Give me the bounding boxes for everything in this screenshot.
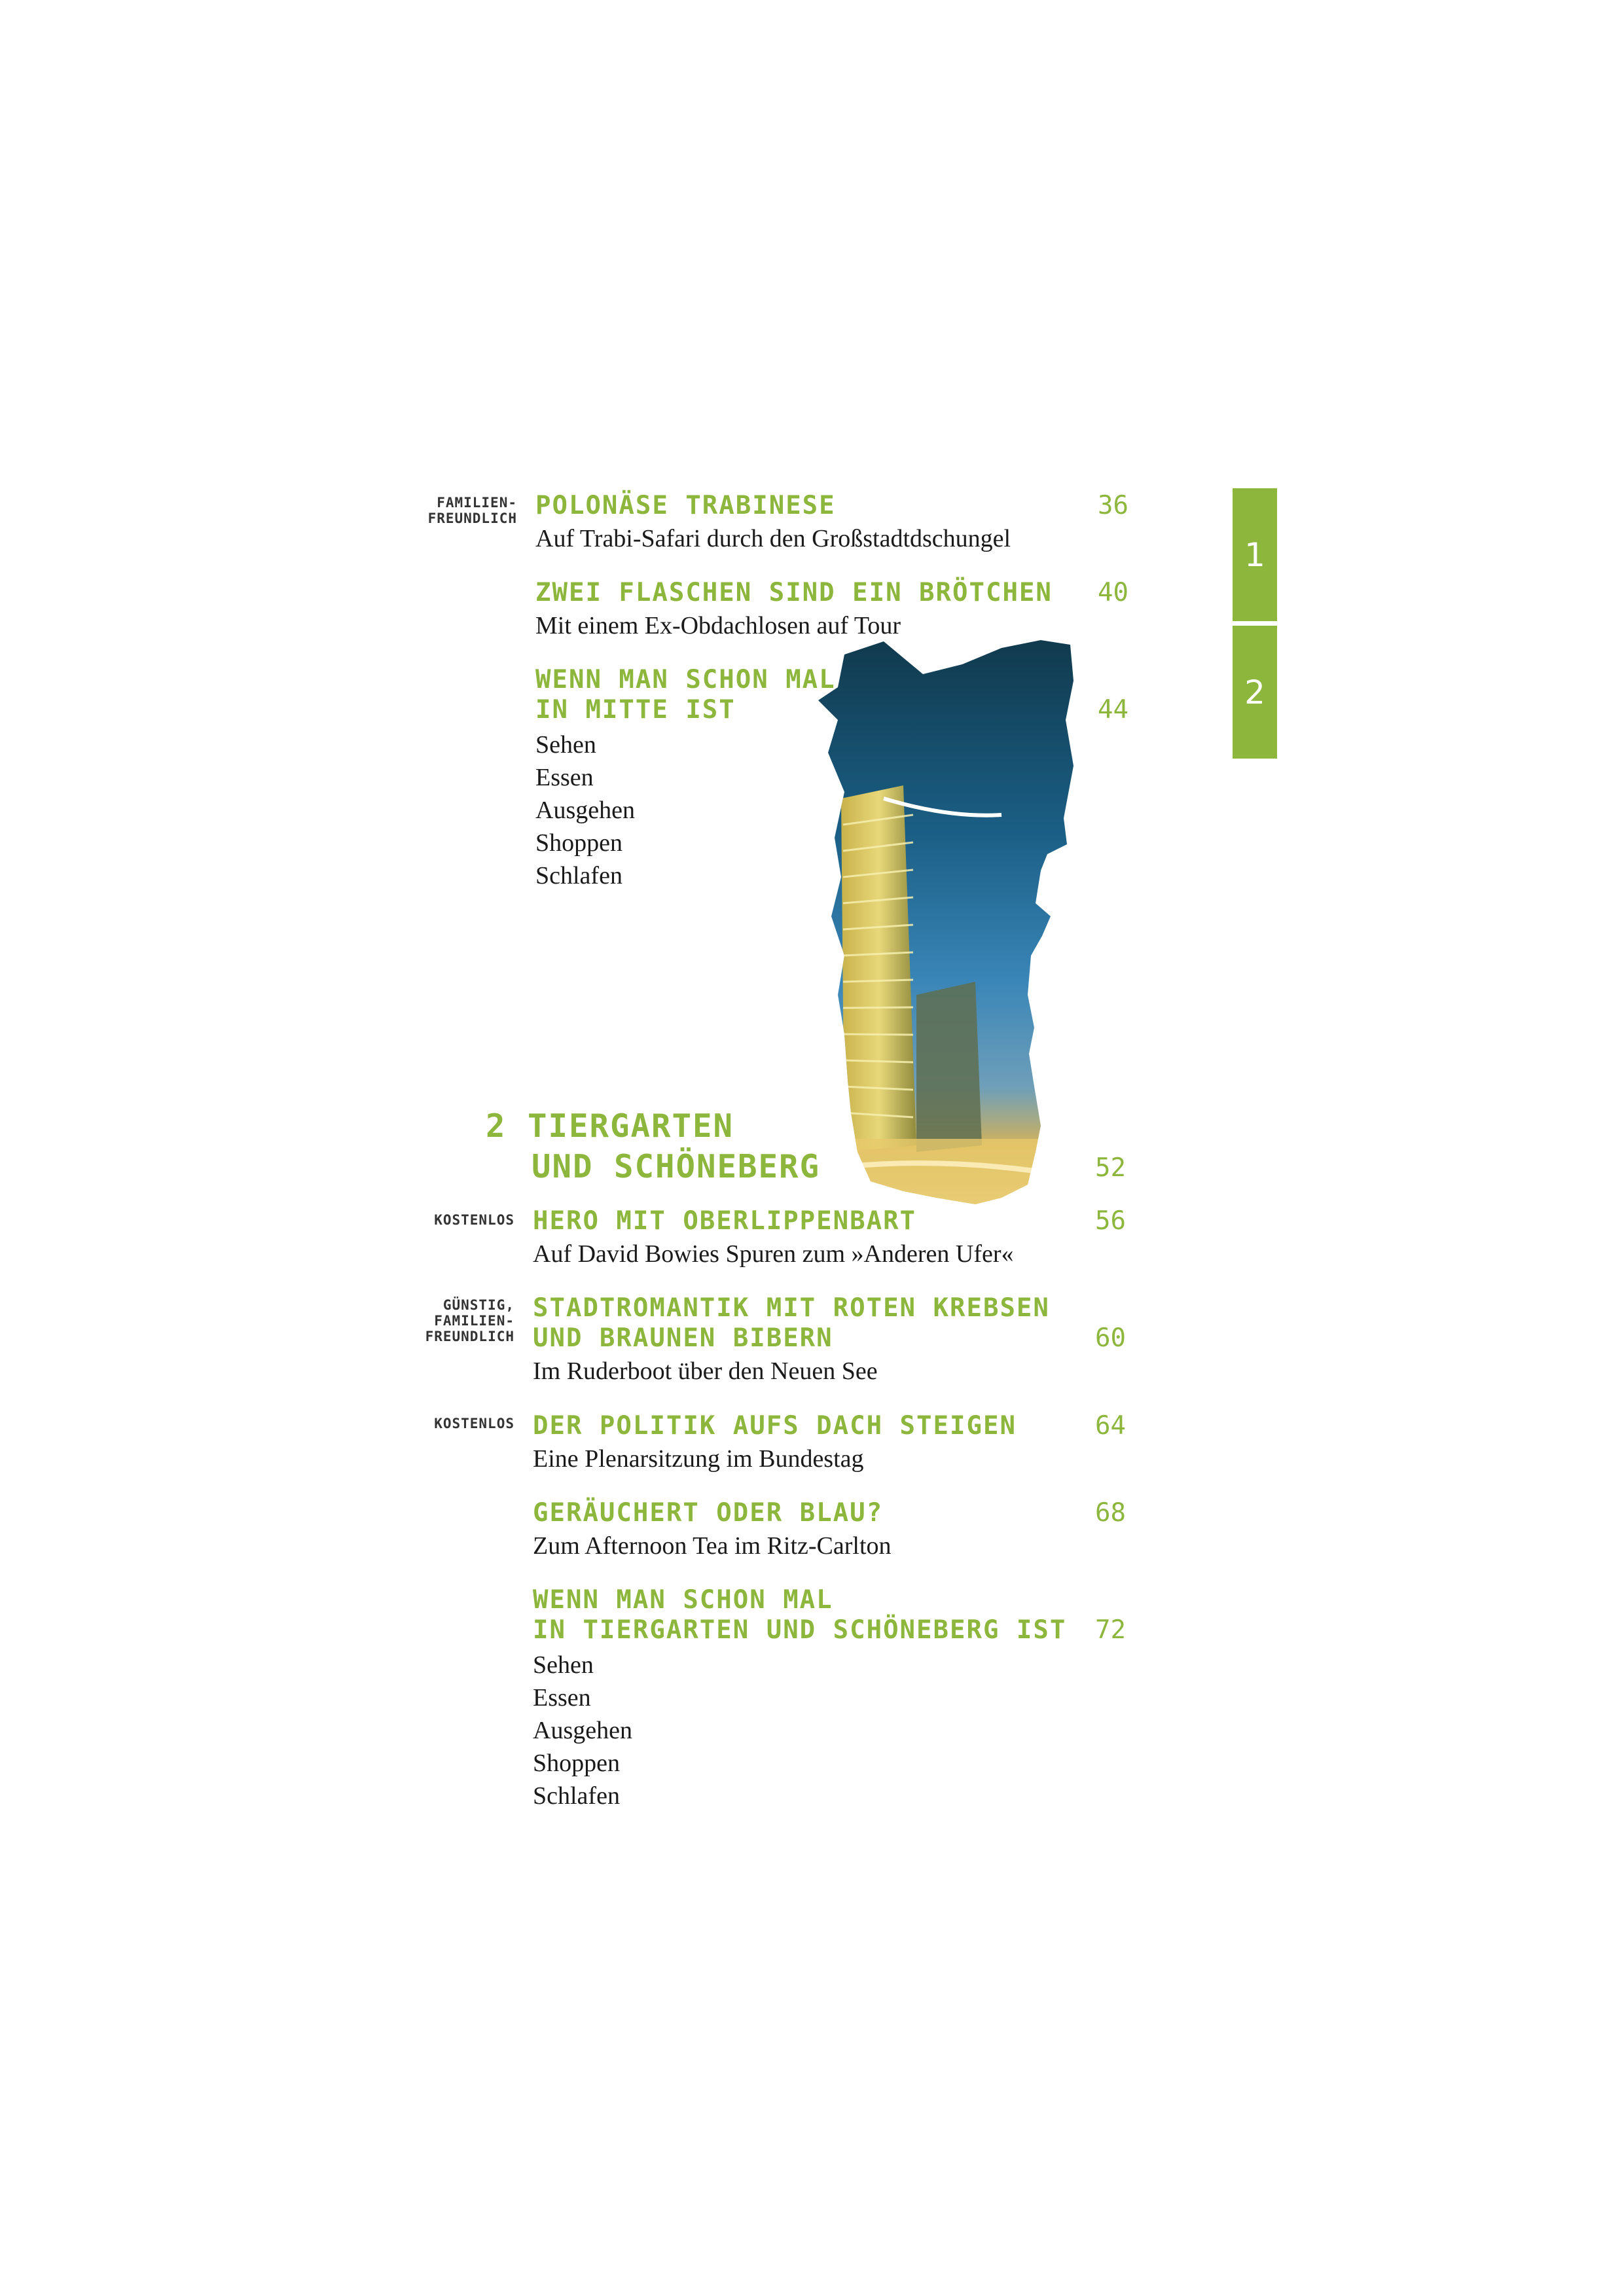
entry-subtitle: Mit einem Ex-Obdachlosen auf Tour [535, 612, 901, 639]
list-item: Schlafen [533, 1782, 620, 1810]
entry-title[interactable]: WENN MAN SCHON MAL [535, 665, 836, 694]
list-item: Schlafen [535, 862, 623, 889]
entry-page-number: 64 [1095, 1411, 1126, 1441]
entry-page-number: 40 [1098, 578, 1128, 607]
section-title[interactable]: TIERGARTEN [528, 1107, 734, 1145]
entry-title-line2[interactable]: IN MITTE IST [535, 695, 736, 725]
list-item: Shoppen [533, 1749, 620, 1777]
list-item: Sehen [535, 731, 596, 759]
list-item: Essen [533, 1684, 591, 1712]
entry-subtitle: Eine Plenarsitzung im Bundestag [533, 1445, 864, 1473]
list-item: Sehen [533, 1651, 594, 1679]
entry-subtitle: Zum Afternoon Tea im Ritz-Carlton [533, 1532, 892, 1560]
entry-page-number: 36 [1098, 491, 1128, 520]
entry-title[interactable]: STADTROMANTIK MIT ROTEN KREBSEN [533, 1293, 1050, 1323]
entry-subtitle: Auf Trabi-Safari durch den Großstadtdschungel [535, 525, 1011, 552]
entry-title-line2[interactable]: UND BRAUNEN BIBERN [533, 1323, 833, 1353]
section-number: 2 [486, 1107, 505, 1145]
entry-page-number: 72 [1095, 1615, 1126, 1645]
district-photo [805, 628, 1080, 1217]
entry-page-number: 60 [1095, 1323, 1126, 1353]
list-item: Essen [535, 764, 594, 791]
entry-tag: GÜNSTIG, FAMILIEN- FREUNDLICH [425, 1297, 514, 1344]
tab-chapter-2[interactable]: 2 [1233, 626, 1277, 759]
entry-tag: FAMILIEN- FREUNDLICH [427, 495, 517, 526]
entry-title[interactable]: ZWEI FLASCHEN SIND EIN BRÖTCHEN [535, 578, 1053, 607]
entry-page-number: 56 [1095, 1206, 1126, 1236]
entry-tag: KOSTENLOS [434, 1212, 514, 1228]
list-item: Ausgehen [535, 797, 635, 824]
entry-subtitle: Im Ruderboot über den Neuen See [533, 1357, 878, 1385]
tab-chapter-1[interactable]: 1 [1233, 488, 1277, 621]
entry-page-number: 68 [1095, 1498, 1126, 1528]
entry-title-line2[interactable]: IN TIERGARTEN UND SCHÖNEBERG IST [533, 1615, 1067, 1645]
list-item: Shoppen [535, 829, 623, 857]
entry-title[interactable]: WENN MAN SCHON MAL [533, 1585, 833, 1615]
entry-subtitle: Auf David Bowies Spuren zum »Anderen Ufer« [533, 1240, 1014, 1268]
section-page-number: 52 [1095, 1153, 1126, 1183]
entry-page-number: 44 [1098, 695, 1128, 725]
list-item: Ausgehen [533, 1717, 632, 1744]
entry-tag: KOSTENLOS [434, 1416, 514, 1431]
entry-title[interactable]: HERO MIT OBERLIPPENBART [533, 1206, 917, 1236]
section-title-line2[interactable]: UND SCHÖNEBERG [532, 1148, 821, 1185]
entry-title[interactable]: GERÄUCHERT ODER BLAU? [533, 1498, 884, 1528]
entry-title[interactable]: DER POLITIK AUFS DACH STEIGEN [533, 1411, 1017, 1441]
entry-title[interactable]: POLONÄSE TRABINESE [535, 491, 836, 520]
